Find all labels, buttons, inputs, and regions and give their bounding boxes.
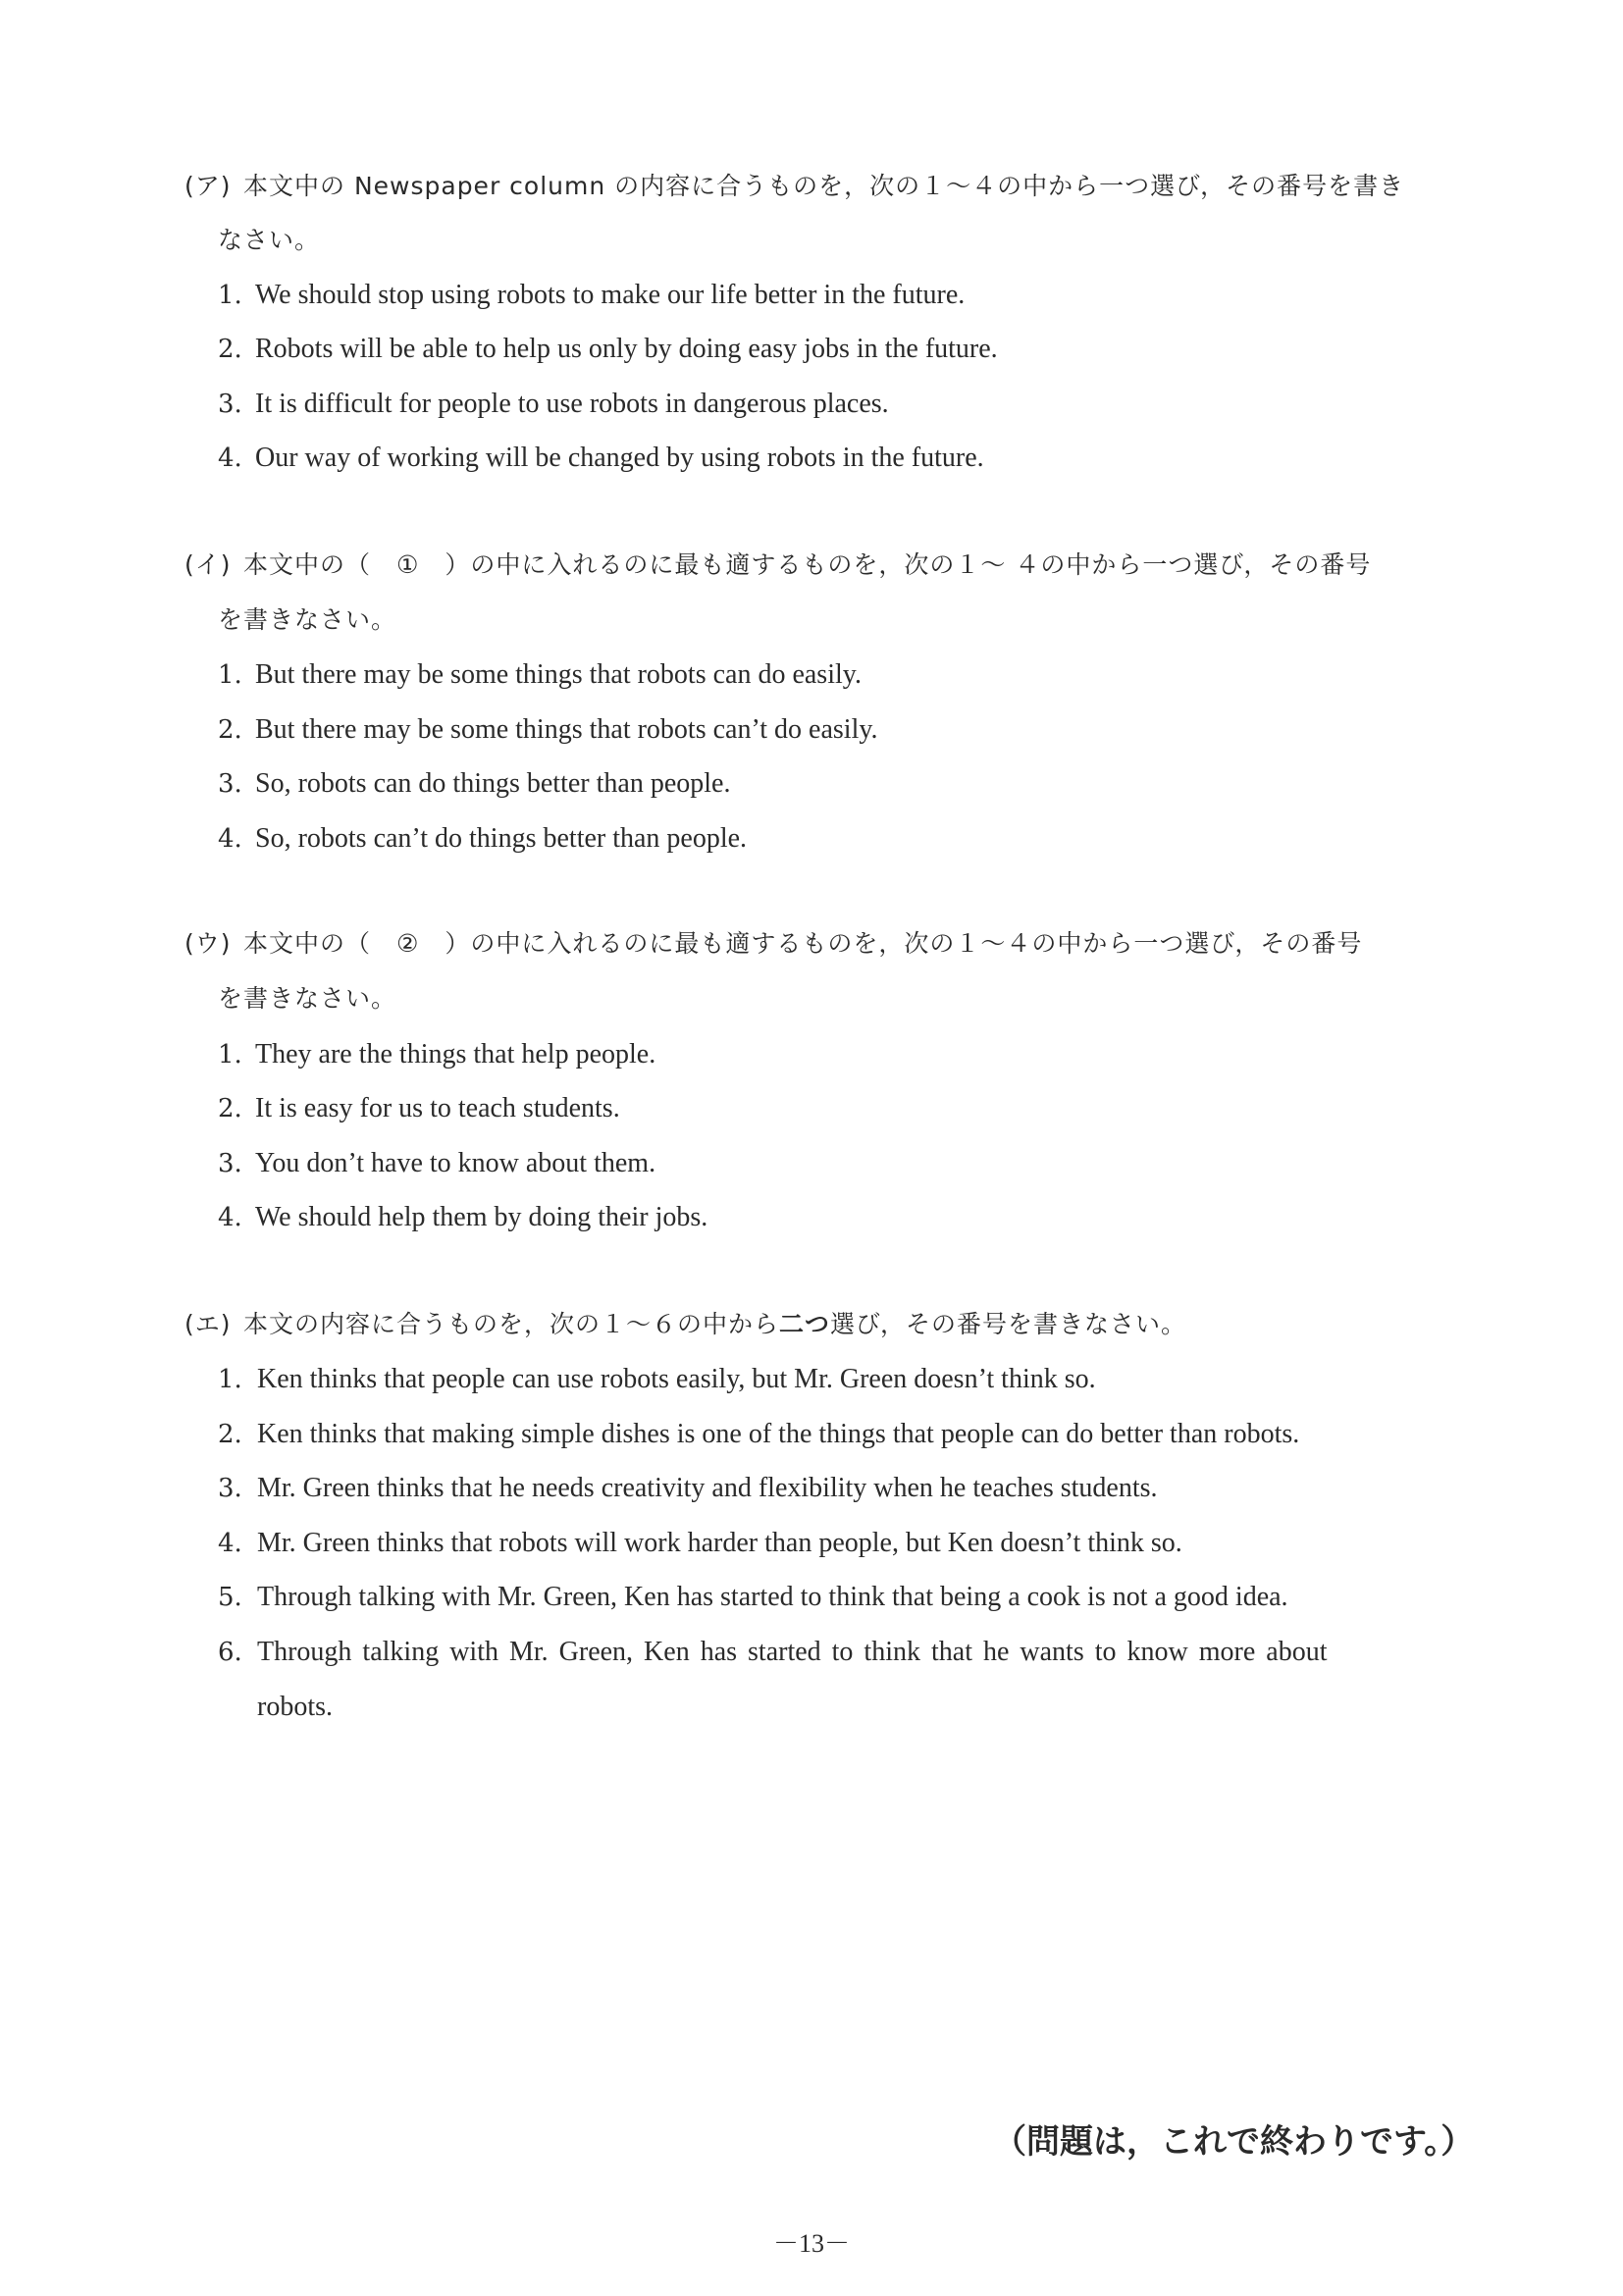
option-number: 3. xyxy=(218,390,242,419)
option-text: It is easy for us to teach students. xyxy=(255,1093,620,1123)
page-number: －13－ xyxy=(772,2229,850,2258)
option-number: 5. xyxy=(218,1583,242,1612)
option-text: Our way of working will be changed by using robots in the future. xyxy=(255,443,984,473)
option-number: 1. xyxy=(218,660,242,690)
option-number: 2. xyxy=(218,1094,242,1123)
question-label: (エ) xyxy=(184,1310,232,1338)
prompt-text: 選び，その番号を書きなさい。 xyxy=(830,1310,1187,1338)
option-text: Ken thinks that making simple dishes is one of the things that people can do better than robots. xyxy=(257,1419,1300,1449)
prompt-emphasis: 二つ xyxy=(779,1310,831,1338)
option-text: Mr. Green thinks that he needs creativity and flexibility when he teaches students. xyxy=(257,1473,1158,1503)
question-prompt-cont: なさい。 xyxy=(218,226,321,254)
question-prompt-cont: を書きなさい。 xyxy=(218,984,397,1013)
option-number: 4. xyxy=(218,824,242,854)
option-number: 4. xyxy=(218,1203,242,1232)
option-number: 4. xyxy=(218,444,242,473)
option-text: Mr. Green thinks that robots will work harder than people, but Ken doesn’t think so. xyxy=(257,1528,1182,1558)
option-text-cont: robots. xyxy=(257,1692,333,1722)
option-text: We should stop using robots to make our life better in the future. xyxy=(255,280,966,310)
option-number: 4. xyxy=(218,1529,242,1558)
option-number: 3. xyxy=(218,769,242,799)
option-number: 2. xyxy=(218,1420,242,1449)
option-text: Ken thinks that people can use robots easily, but Mr. Green doesn’t think so. xyxy=(257,1364,1096,1394)
prompt-text: 本文の内容に合うものを，次の１～６の中から xyxy=(243,1310,780,1338)
option-text: They are the things that help people. xyxy=(255,1039,656,1070)
option-text: But there may be some things that robots can’t do easily. xyxy=(255,714,878,745)
option-text: But there may be some things that robots can do easily. xyxy=(255,659,862,690)
option-number: 6. xyxy=(218,1638,242,1667)
question-prompt: 本文中の Newspaper column の内容に合うものを，次の１～４の中から一つ選び，その番号を書き xyxy=(243,172,1405,200)
option-number: 1. xyxy=(218,281,242,310)
option-text: You don’t have to know about them. xyxy=(255,1148,656,1178)
option-text: Through talking with Mr. Green, Ken has started to think that he wants to know more about xyxy=(257,1637,1328,1667)
option-number: 1. xyxy=(218,1040,242,1070)
question-label: (ア) xyxy=(184,172,232,200)
question-prompt: 本文中の（ ① ）の中に入れるのに最も適するものを，次の１～ ４の中から一つ選び，その番号 xyxy=(243,550,1372,579)
option-number: 3. xyxy=(218,1474,242,1503)
option-text: It is difficult for people to use robots in dangerous places. xyxy=(255,389,889,419)
question-prompt-cont: を書きなさい。 xyxy=(218,605,397,634)
option-number: 2. xyxy=(218,335,242,364)
end-note: （問題は，これで終わりです。） xyxy=(993,2122,1475,2162)
question-label: (ウ) xyxy=(184,929,232,958)
option-text: Robots will be able to help us only by doing easy jobs in the future. xyxy=(255,334,998,364)
option-number: 1. xyxy=(218,1365,242,1394)
option-text: We should help them by doing their jobs. xyxy=(255,1202,708,1232)
option-text: So, robots can do things better than people. xyxy=(255,768,731,799)
option-text: So, robots can’t do things better than people. xyxy=(255,823,748,854)
option-text: Through talking with Mr. Green, Ken has started to think that being a cook is not a good idea. xyxy=(257,1582,1288,1612)
option-number: 2. xyxy=(218,715,242,745)
option-number: 3. xyxy=(218,1149,242,1178)
question-prompt: 本文中の（ ② ）の中に入れるのに最も適するものを，次の１～４の中から一つ選び，その番号 xyxy=(243,929,1363,958)
question-label: (イ) xyxy=(184,550,232,579)
question-prompt xyxy=(243,1308,1186,1341)
